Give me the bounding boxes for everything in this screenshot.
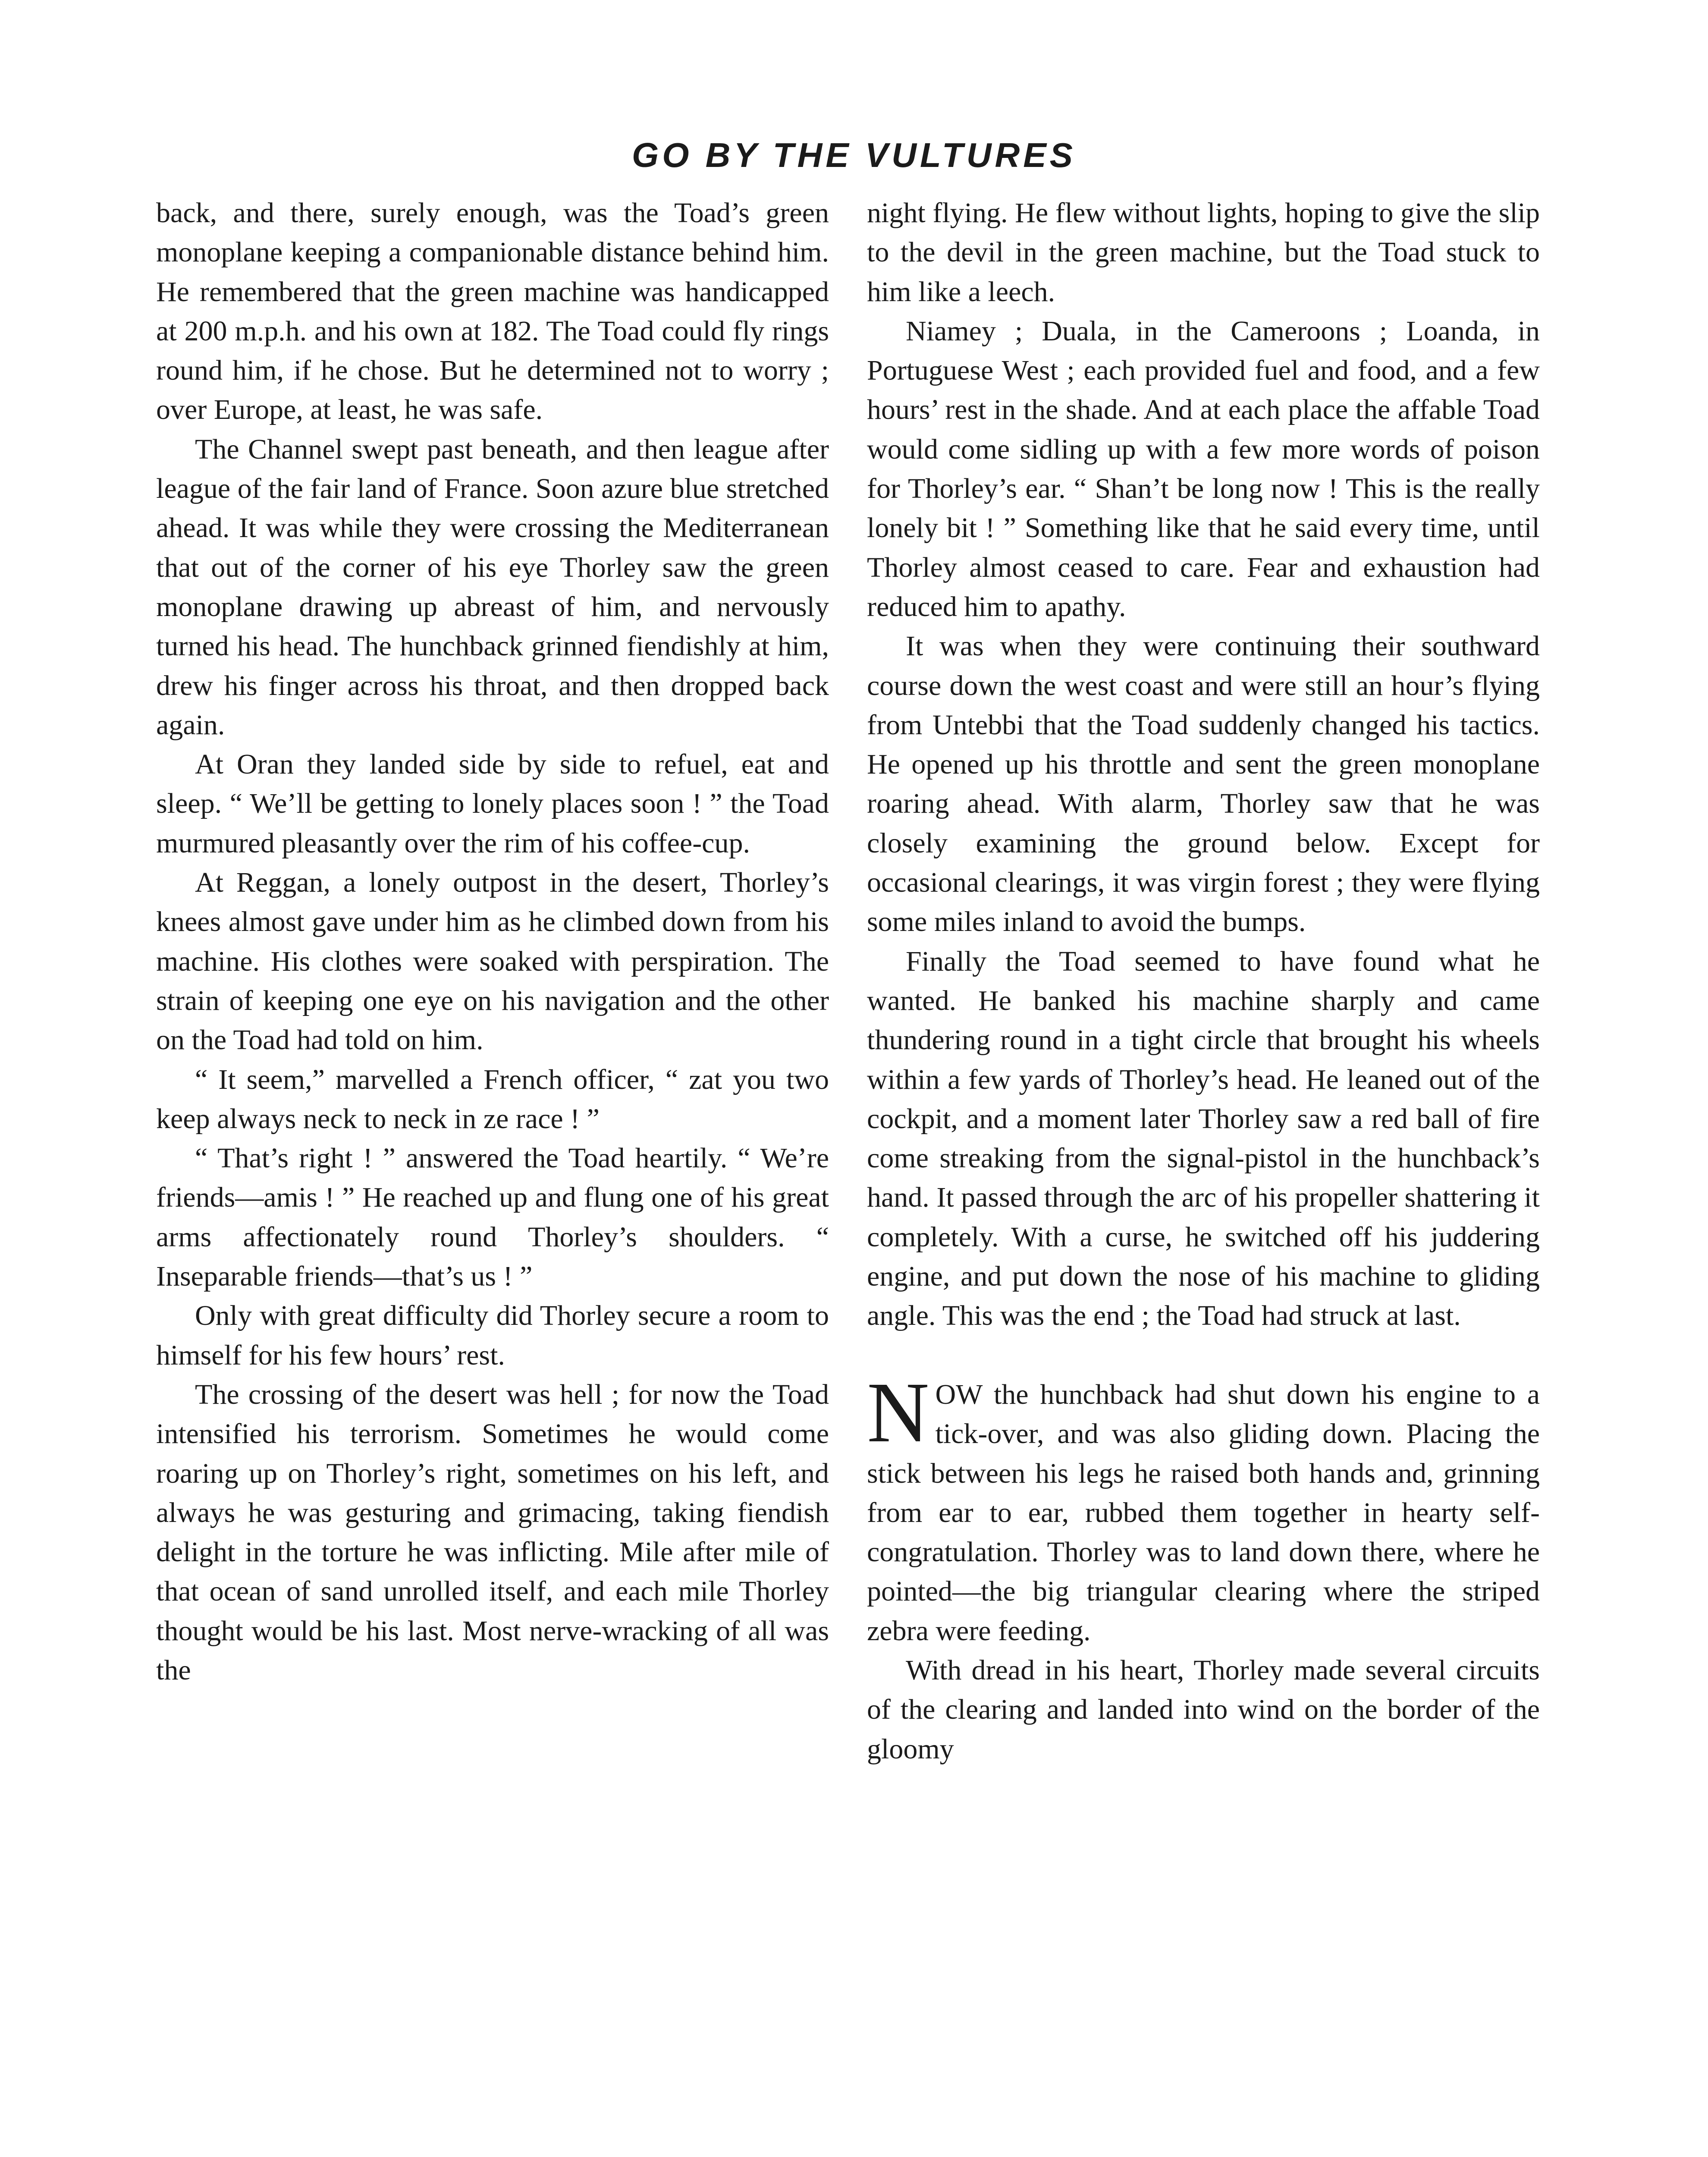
section-opening-text: OW the hunchback had shut down his engine to a tick-over, and was also gliding down. Placing the stick between his legs he raised both hands and, grinning from ear to ear, rubbed them together in hearty self-congratulation. Thorley was to land down there, where he pointed—the big triangular clearing where the striped zebra were feeding. (867, 1378, 1540, 1647)
paragraph: With dread in his heart, Thorley made several circuits of the clearing and landed into wind on the border of the gloomy (867, 1654, 1540, 1765)
paragraph: The Channel swept past beneath, and then league after league of the fair land of France. Soon azure blue stretched ahead. It was while they were crossing the Mediterranean that out of the corner of his eye Thorley saw the green monoplane drawing up abreast of him, and nervously turned his head. The hunchback grinned fiendishly at him, drew his finger across his throat, and then dropped back again. (156, 433, 829, 741)
paragraph: It was when they were continuing their southward course down the west coast and were still an hour’s flying from Untebbi that the Toad suddenly changed his tactics. He opened up his throttle and sent the green monoplane roaring ahead. With alarm, Thorley saw that he was closely examining the ground below. Except for occasional clearings, it was virgin forest ; they were flying some miles inland to avoid the bumps. (867, 630, 1540, 938)
paragraph: The crossing of the desert was hell ; for now the Toad intensified his terrorism. Sometimes he would come roaring up on Thorley’s right, sometimes on his left, and always he was gesturing and grimacing, taking fiendish delight in the torture he was inflicting. Mile after mile of that ocean of sand unrolled itself, and each mile Thorley thought would be his last. Most nerve-wracking of all was the (156, 1378, 829, 1686)
paragraph: “ It seem,” marvelled a French officer, “ zat you two keep always neck to neck in ze race ! ” (156, 1063, 829, 1135)
paragraph: At Reggan, a lonely outpost in the desert, Thorley’s knees almost gave under him as he climbed down from his machine. His clothes were soaked with perspiration. The strain of keeping one eye on his navigation and the other on the Toad had told on him. (156, 867, 829, 1056)
drop-cap: N (867, 1365, 929, 1460)
paragraph: Niamey ; Duala, in the Cameroons ; Loanda, in Portuguese West ; each provided fuel and food, and a few hours’ rest in the shade. And at each place the affable Toad would come sidling up with a few more words of poison for Thorley’s ear. “ Shan’t be long now ! This is the really lonely bit ! ” Something like that he said every time, until Thorley almost ceased to care. Fear and exhaustion had reduced him to apathy. (867, 315, 1540, 623)
paragraph: At Oran they landed side by side to refuel, eat and sleep. “ We’ll be getting to lonely places soon ! ” the Toad murmured pleasantly over the rim of his coffee-cup. (156, 748, 829, 859)
left-column (156, 193, 829, 1690)
paragraph: Only with great difficulty did Thorley secure a room to himself for his few hours’ rest. (156, 1300, 829, 1371)
paragraph: back, and there, surely enough, was the Toad’s green monoplane keeping a companionable distance behind him. He remembered that the green machine was handicapped at 200 m.p.h. and his own at 182. The Toad could fly rings round him, if he chose. But he determined not to worry ; over Europe, at least, he was safe. (156, 197, 829, 426)
right-column (867, 193, 1540, 1769)
page-title: GO BY THE VULTURES (631, 136, 1076, 174)
paragraph: night flying. He flew without lights, hoping to give the slip to the devil in the green machine, but the Toad stuck to him like a leech. (867, 197, 1540, 308)
paragraph: “ That’s right ! ” answered the Toad heartily. “ We’re friends—amis ! ” He reached up and flung one of his great arms affectionately round Thorley’s shoulders. “ Inseparable friends—that’s us ! ” (156, 1142, 829, 1292)
paragraph: Finally the Toad seemed to have found what he wanted. He banked his machine sharply and came thundering round in a tight circle that brought his wheels within a few yards of Thorley’s head. He leaned out of the cockpit, and a moment later Thorley saw a red ball of fire come streaking from the signal-pistol in the hunchback’s hand. It passed through the arc of his propeller shattering it completely. With a curse, he switched off his juddering engine, and put down the nose of his machine to gliding angle. This was the end ; the Toad had struck at last. (867, 945, 1540, 1332)
section-opening-paragraph (867, 1365, 1540, 1651)
